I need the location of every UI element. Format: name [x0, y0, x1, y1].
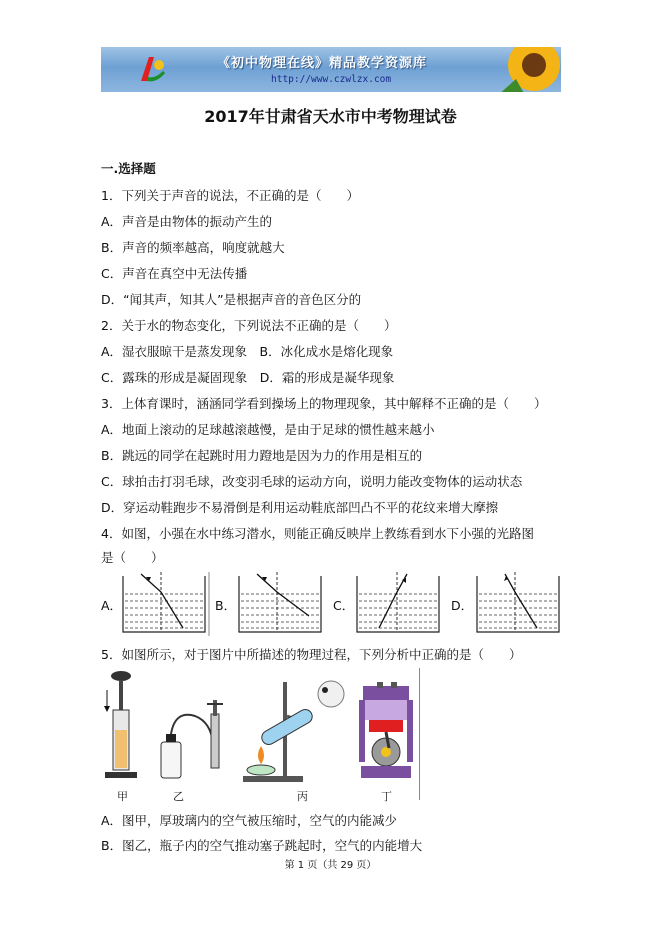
option-a-label: A．	[101, 598, 123, 613]
question-2-stem: 2．关于水的物态变化，下列说法不正确的是（ ）	[101, 318, 397, 333]
option-c-label: C．	[333, 598, 355, 613]
caption-yi: 乙	[173, 790, 184, 803]
sunflower-icon	[496, 47, 561, 92]
page-footer: 第 1 页（共 29 页）	[284, 860, 377, 871]
banner-title: 《初中物理在线》精品教学资源库	[217, 56, 428, 71]
question-3-option-a: A．地面上滚动的足球越滚越慢，是由于足球的惯性越来越小	[101, 422, 435, 437]
heated-test-tube-figure	[239, 676, 349, 786]
question-1-option-b: B．声音的频率越高，响度就越大	[101, 240, 285, 255]
header-banner	[101, 47, 561, 92]
option-b-label: B．	[215, 598, 237, 613]
bottle-pump-figure	[155, 696, 241, 786]
question-2-options-ab: A．湿衣服晾干是蒸发现象 B．冰化成水是熔化现象	[101, 344, 394, 359]
question-5-figures	[101, 668, 441, 804]
question-4-stem-cont: 是（ ）	[101, 550, 164, 565]
option-a-light-path-figure	[121, 570, 211, 636]
question-1-option-c: C．声音在真空中无法传播	[101, 266, 248, 281]
engine-cylinder-figure	[355, 682, 417, 786]
question-1-stem: 1．下列关于声音的说法，不正确的是（ ）	[101, 188, 359, 203]
question-1-option-a: A．声音是由物体的振动产生的	[101, 214, 273, 229]
option-c-light-path-figure	[355, 570, 445, 636]
question-3-option-d: D．穿运动鞋跑步不易滑倒是利用运动鞋底部凹凸不平的花纹来增大摩擦	[101, 500, 499, 515]
question-4-stem: 4．如图，小强在水中练习潜水，则能正确反映岸上教练看到水下小强的光路图	[101, 526, 534, 541]
question-4-options	[101, 570, 571, 636]
figure-divider	[419, 668, 420, 800]
question-5-option-b: B．图乙，瓶子内的空气推动塞子跳起时，空气的内能增大	[101, 838, 423, 853]
document-title: 2017年甘肃省天水市中考物理试卷	[204, 107, 457, 126]
caption-bing: 丙	[297, 790, 308, 803]
banner-url: http://www.czwlzx.com	[271, 74, 392, 85]
question-5-stem: 5．如图所示，对于图片中所描述的物理过程，下列分析中正确的是（ ）	[101, 647, 522, 662]
option-d-light-path-figure	[475, 570, 565, 636]
logo-icon	[135, 53, 169, 87]
question-3-option-b: B．跳远的同学在起跳时用力蹬地是因为力的作用是相互的	[101, 448, 423, 463]
question-2-options-cd: C．露珠的形成是凝固现象 D．霜的形成是凝华现象	[101, 370, 395, 385]
question-1-option-d: D．“闻其声，知其人”是根据声音的音色区分的	[101, 292, 362, 307]
section-title: 一.选择题	[101, 161, 156, 176]
compression-cylinder-figure	[101, 668, 141, 786]
question-3-option-c: C．球拍击打羽毛球，改变羽毛球的运动方向，说明力能改变物体的运动状态	[101, 474, 523, 489]
caption-jia: 甲	[117, 790, 128, 803]
question-5-option-a: A．图甲，厚玻璃内的空气被压缩时，空气的内能减少	[101, 813, 398, 828]
option-d-label: D．	[451, 598, 474, 613]
option-b-light-path-figure	[237, 570, 327, 636]
caption-ding: 丁	[381, 790, 392, 803]
question-3-stem: 3．上体育课时，涵涵同学看到操场上的物理现象，其中解释不正确的是（ ）	[101, 396, 547, 411]
